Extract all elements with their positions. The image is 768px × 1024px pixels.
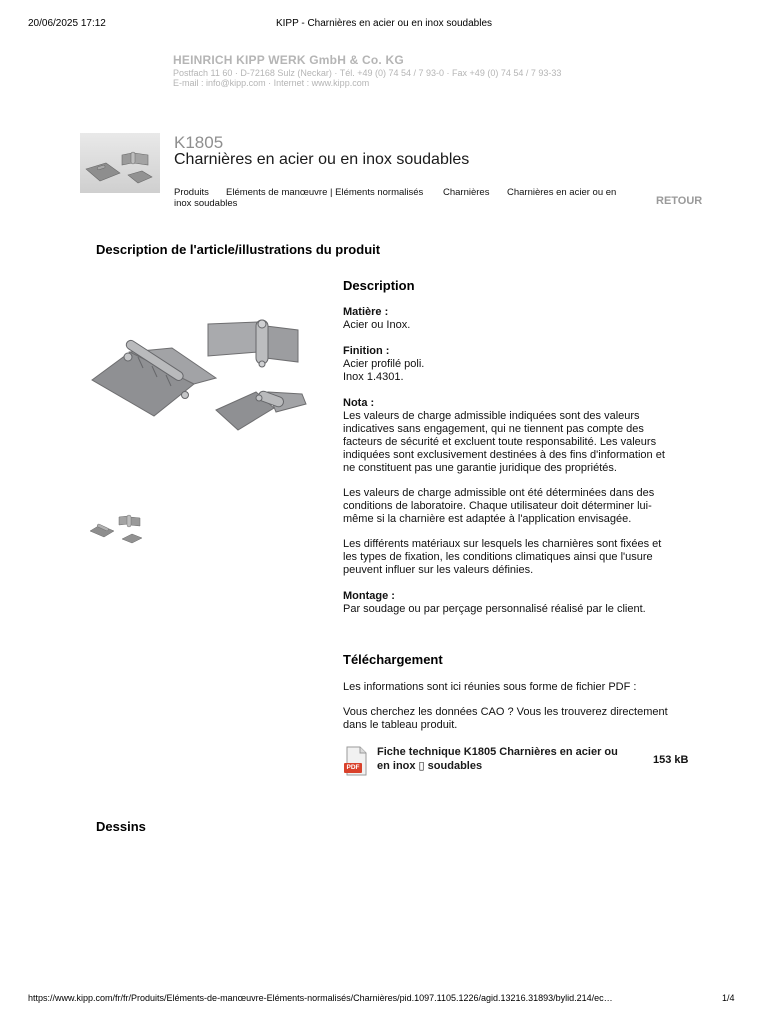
breadcrumb-charnieres[interactable]: Charnières [443, 187, 490, 198]
company-address: Postfach 11 60 · D-72168 Sulz (Neckar) · Tél. +49 (0) 74 54 / 7 93-0 · Fax +49 (0) 74 54 / 7 93-33 [173, 68, 562, 78]
product-gallery-thumbnail[interactable] [88, 513, 146, 545]
print-page-number: 1/4 [722, 993, 735, 1003]
description-heading: Description [343, 278, 415, 293]
pdf-badge-label: PDF [346, 764, 360, 771]
datasheet-download-link[interactable] [377, 746, 639, 773]
nota-p1-line5: ne constituent pas une garantie juridique des propriétés. [343, 462, 617, 474]
nota-p1-line1: Les valeurs de charge admissible indiquées sont des valeurs [343, 410, 640, 422]
download-heading: Téléchargement [343, 652, 443, 667]
company-name: HEINRICH KIPP WERK GmbH & Co. KG [173, 53, 404, 67]
section-heading: Description de l'article/illustrations du produit [96, 242, 381, 257]
retour-link[interactable]: RETOUR [656, 195, 703, 207]
file-size: 153 kB [653, 754, 689, 766]
product-main-image [88, 312, 310, 442]
finition-line1: Acier profilé poli. [343, 358, 425, 370]
montage-value: Par soudage ou par perçage personnalisé réalisé par le client. [343, 603, 646, 615]
nota-p2-line2: conditions de laboratoire. Chaque utilisateur doit déterminer lui- [343, 500, 652, 512]
dessins-heading: Dessins [96, 819, 146, 834]
montage-label: Montage : [343, 590, 395, 602]
pdf-file-icon[interactable] [344, 746, 368, 776]
cad-info-line1: Vous cherchez les données CAO ? Vous les trouverez directement [343, 706, 668, 718]
datasheet-link-line1: Fiche technique K1805 Charnières en acier ou [377, 746, 618, 758]
company-contact: E-mail : info@kipp.com · Internet : www.kipp.com [173, 78, 370, 88]
product-title: Charnières en acier ou en inox soudables [174, 151, 470, 168]
finition-line2: Inox 1.4301. [343, 371, 404, 383]
nota-p3-line1: Les différents matériaux sur lesquels les charnières sont fixées et [343, 538, 662, 550]
nota-p1-line2: indicatives sans engagement, qui ne tiennent pas compte des [343, 423, 644, 435]
matiere-label: Matière : [343, 306, 389, 318]
breadcrumb-elements[interactable]: Eléments de manœuvre | Eléments normalisés [226, 187, 424, 198]
print-footer-url: https://www.kipp.com/fr/fr/Produits/Eléments-de-manœuvre-Eléments-normalisés/Charnières/pid.1097.1105.1226/agid.13216.31893/bylid.214/ec… [28, 993, 613, 1003]
nota-p3-line2: les types de fixation, les conditions climatiques ainsi que l'usure [343, 551, 653, 563]
nota-p1-line4: indiquées sont exclusivement destinées à des fins d'information et [343, 449, 665, 461]
breadcrumb-current-l2[interactable]: inox soudables [174, 198, 238, 209]
print-doc-title: KIPP - Charnières en acier ou en inox soudables [275, 18, 493, 29]
print-datetime: 20/06/2025 17:12 [28, 18, 106, 29]
datasheet-link-line2: en inox ▯ soudables [377, 759, 483, 772]
nota-p2-line3: même si la charnière est adaptée à l'application envisagée. [343, 513, 632, 525]
matiere-value: Acier ou Inox. [343, 319, 411, 331]
nota-p1-line3: facteurs de sécurité et excluent toute responsabilité. Les valeurs [343, 436, 657, 448]
download-info: Les informations sont ici réunies sous forme de fichier PDF : [343, 681, 637, 693]
nota-p2-line1: Les valeurs de charge admissible ont été déterminées dans des [343, 487, 655, 499]
nota-p3-line3: peuvent influer sur les valeurs définies. [343, 564, 534, 576]
breadcrumb-current-l1[interactable]: Charnières en acier ou en [507, 187, 617, 198]
finition-label: Finition : [343, 345, 390, 357]
breadcrumb-produits[interactable]: Produits [174, 187, 209, 198]
cad-info-line2: dans le tableau produit. [343, 719, 458, 731]
product-sku: K1805 [174, 133, 224, 152]
product-thumbnail [80, 133, 160, 193]
nota-label: Nota : [343, 397, 375, 409]
